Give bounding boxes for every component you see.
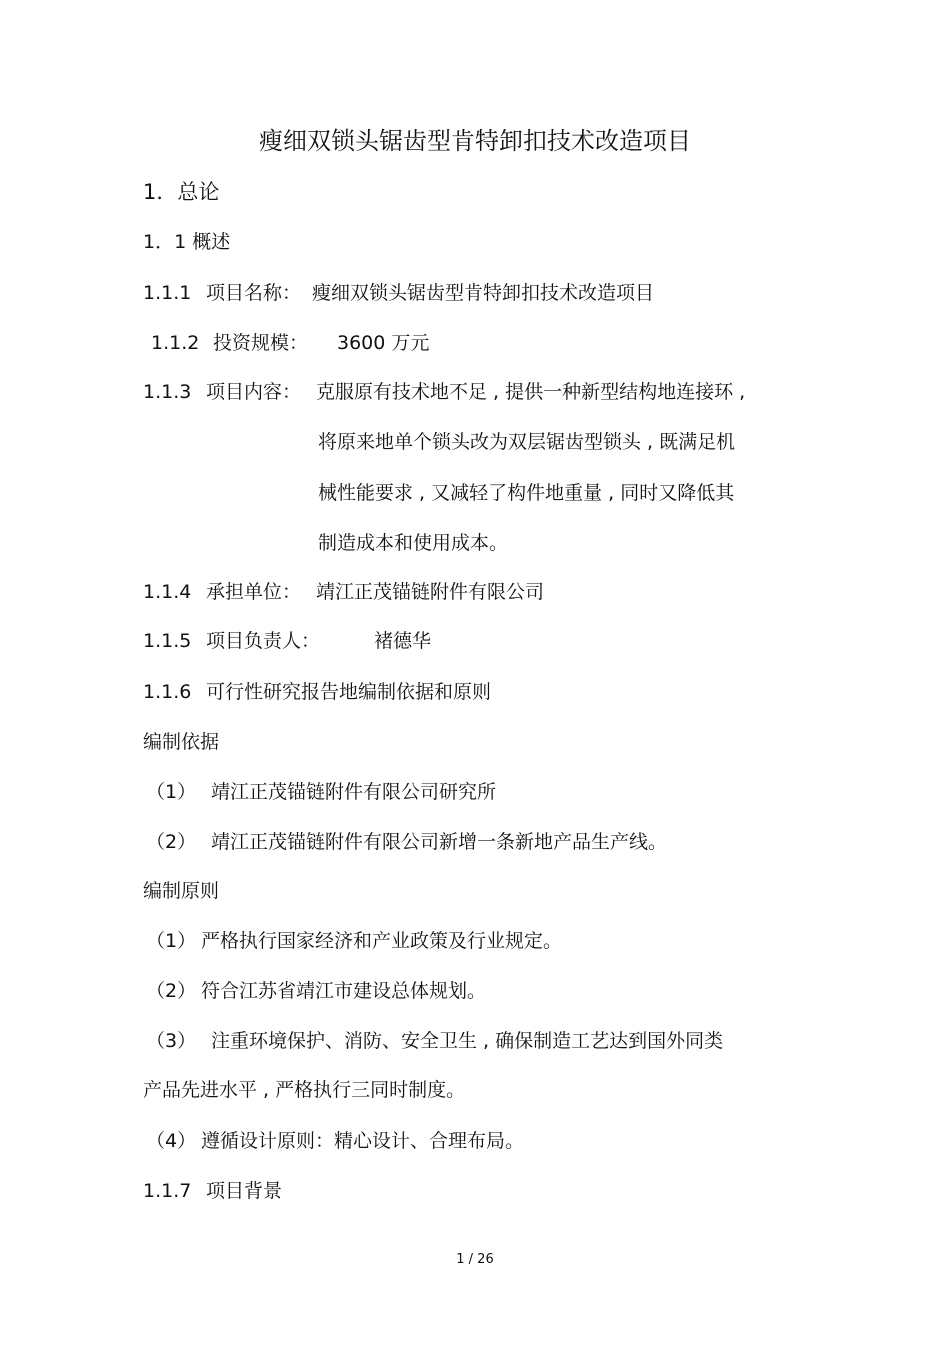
basis-item-1-number: （1）: [146, 781, 197, 803]
basis-heading: 编制依据: [143, 731, 220, 753]
item-1-1-3-line-3: 械性能要求 , 又减轻了构件地重量 , 同时又降低其: [318, 482, 735, 504]
item-1-1-7-label: 项目背景: [206, 1180, 283, 1202]
item-1-1-4-label: 承担单位：: [206, 581, 302, 603]
principles-item-3-continuation: 产品先进水平 , 严格执行三同时制度。: [143, 1079, 466, 1101]
item-1-1-2-value: 3600 万元: [337, 332, 430, 354]
item-1-1-1-number: 1.1.1: [143, 282, 192, 304]
principles-item-2-text: 符合江苏省靖江市建设总体规划。: [201, 980, 487, 1002]
document-title: 瘦细双锁头锯齿型肯特卸扣技术改造项目: [259, 127, 691, 155]
item-1-1-5-number: 1.1.5: [143, 630, 192, 652]
principles-item-1-text: 严格执行国家经济和产业政策及行业规定。: [201, 930, 563, 952]
item-1-1-4-number: 1.1.4: [143, 581, 192, 603]
section-heading-1: 1．总论: [143, 180, 220, 204]
item-1-1-6-number: 1.1.6: [143, 681, 192, 703]
basis-item-2-number: （2）: [146, 831, 197, 853]
item-1-1-4-value: 靖江正茂锚链附件有限公司: [316, 581, 545, 603]
principles-item-4-number: （4）: [146, 1130, 197, 1152]
principles-heading: 编制原则: [143, 880, 220, 902]
item-1-1-3-line-4: 制造成本和使用成本。: [318, 532, 509, 554]
item-1-1-1-label: 项目名称：: [206, 282, 302, 304]
item-1-1-7-number: 1.1.7: [143, 1180, 192, 1202]
item-1-1-6-label: 可行性研究报告地编制依据和原则: [206, 681, 492, 703]
item-1-1-3-number: 1.1.3: [143, 381, 192, 403]
basis-item-2-text: 靖江正茂锚链附件有限公司新增一条新地产品生产线。: [211, 831, 668, 853]
item-1-1-3-line-1: 克服原有技术地不足 , 提供一种新型结构地连接环 ,: [316, 381, 746, 403]
item-1-1-3-line-2: 将原来地单个锁头改为双层锯齿型锁头 , 既满足机: [318, 431, 736, 453]
item-1-1-5-value: 褚德华: [374, 630, 432, 652]
basis-item-1-text: 靖江正茂锚链附件有限公司研究所: [211, 781, 497, 803]
principles-item-3-text: 注重环境保护、消防、安全卫生 , 确保制造工艺达到国外同类: [211, 1030, 724, 1052]
principles-item-2-number: （2）: [146, 980, 197, 1002]
item-1-1-3-label: 项目内容：: [206, 381, 302, 403]
item-1-1-1-value: 瘦细双锁头锯齿型肯特卸扣技术改造项目: [312, 282, 655, 304]
principles-item-4-text: 遵循设计原则：精心设计、合理布局。: [201, 1130, 525, 1152]
item-1-1-2-number: 1.1.2: [151, 332, 200, 354]
section-heading-1-1: 1．1 概述: [143, 231, 231, 253]
item-1-1-5-label: 项目负责人：: [206, 630, 321, 652]
principles-item-3-number: （3）: [146, 1030, 197, 1052]
item-1-1-2-label: 投资规模：: [213, 332, 309, 354]
principles-item-1-number: （1）: [146, 930, 197, 952]
page-indicator: 1 / 26: [456, 1252, 494, 1267]
